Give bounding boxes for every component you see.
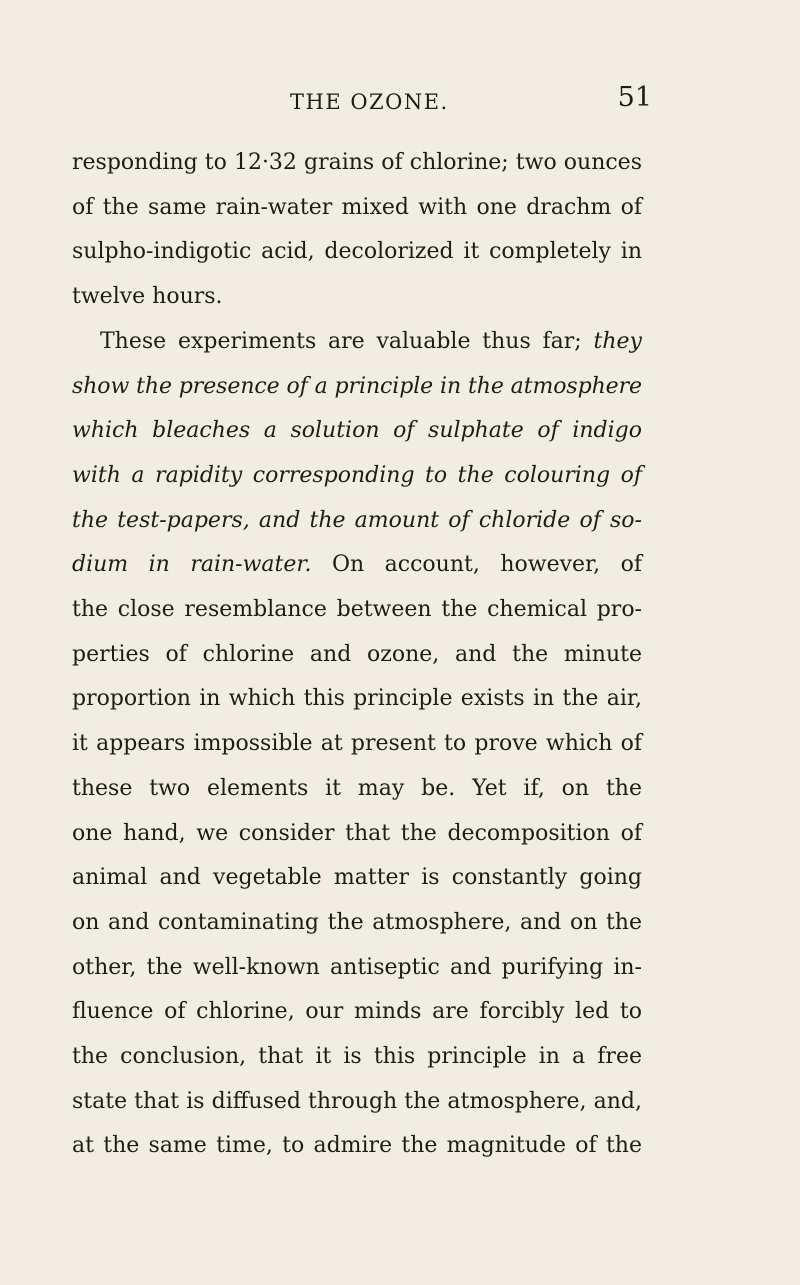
text-line (72, 416, 642, 446)
text-segment: on and contaminating the atmosphere, and on the (72, 909, 642, 935)
italic-text-segment: which bleaches a solution of sulphate of indigo (72, 418, 642, 444)
text-segment: sulpho-indigotic acid, decolorized it completely in (72, 239, 642, 265)
text-line (72, 550, 642, 580)
text-line (72, 372, 642, 402)
text-line (100, 327, 642, 357)
text-line (72, 282, 223, 312)
running-head (270, 82, 670, 124)
text-line (72, 684, 642, 714)
text-segment: state that is diffused through the atmosphere, and, (72, 1088, 642, 1114)
italic-text-segment: they (593, 328, 642, 354)
italic-text-segment: with a rapidity corresponding to the colouring of (72, 462, 642, 488)
text-segment: animal and vegetable matter is constantly going (72, 865, 642, 891)
text-segment: fluence of chlorine, our minds are forcibly led to (72, 999, 642, 1025)
text-line (72, 506, 642, 536)
text-line (72, 953, 642, 983)
text-segment: proportion in which this principle exists in the air, (72, 686, 642, 712)
text-segment: the close resemblance between the chemical pro- (72, 597, 642, 622)
text-line (72, 819, 642, 849)
text-segment: On account, however, of (311, 552, 643, 578)
text-segment: perties of chlorine and ozone, and the minute (72, 641, 642, 667)
text-segment: of the same rain-water mixed with one drachm of (72, 194, 642, 220)
text-segment: responding to 12·32 grains of chlorine; two ounces (72, 150, 642, 175)
italic-text-segment: the test-papers, and the amount of chloride of so- (72, 507, 642, 533)
text-line (72, 148, 642, 178)
text-line (72, 1087, 642, 1117)
text-line (72, 640, 642, 670)
text-line (72, 193, 642, 223)
text-line (72, 729, 642, 759)
page-number: 51 (617, 82, 652, 113)
text-line (72, 863, 642, 893)
text-segment: at the same time, to admire the magnitude of the (72, 1133, 642, 1159)
text-line (72, 997, 642, 1027)
text-segment: it appears impossible at present to prove which of (72, 731, 642, 757)
text-segment: twelve hours. (72, 284, 223, 310)
text-line (72, 461, 642, 491)
text-segment: These experiments are valuable thus far; (100, 328, 594, 354)
text-line (72, 1042, 642, 1072)
italic-text-segment: dium in rain-water. (72, 552, 312, 578)
text-segment: the conclusion, that it is this principle in a free (72, 1044, 642, 1069)
text-line (72, 237, 642, 267)
text-segment: one hand, we consider that the decomposition of (72, 820, 642, 846)
text-line (72, 595, 642, 625)
text-line (72, 1131, 642, 1161)
text-segment: other, the well-known antiseptic and purifying in- (72, 954, 642, 980)
italic-text-segment: show the presence of a principle in the atmosphere (72, 373, 642, 399)
text-segment: these two elements it may be. Yet if, on the (72, 775, 642, 801)
running-title: THE OZONE. (290, 90, 449, 114)
text-line (72, 774, 642, 804)
text-line (72, 908, 642, 938)
